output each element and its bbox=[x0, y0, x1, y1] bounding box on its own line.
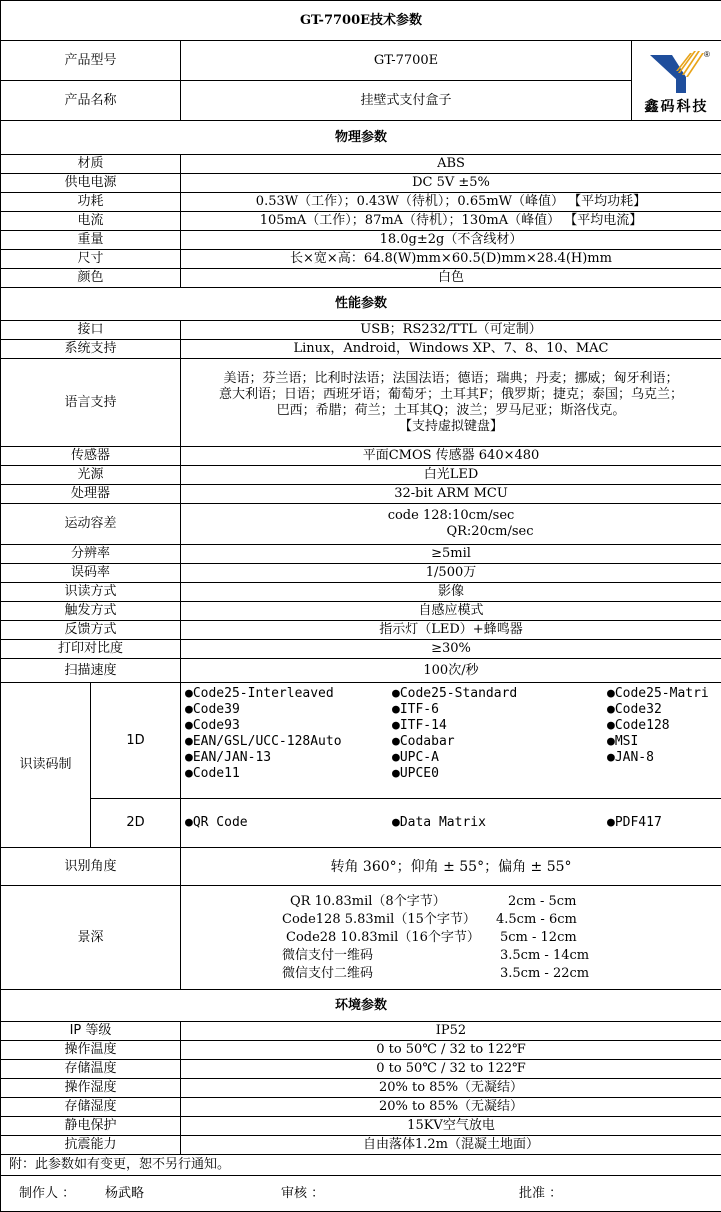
depth-code: Code28 10.83mil（16个字节） bbox=[266, 929, 496, 947]
language-line: 美语；芬兰语；比利时法语；法国法语；德语；瑞典；丹麦；挪威；匈牙利语； bbox=[181, 371, 721, 387]
row-value: 自由落体1.2m（混凝土地面） bbox=[181, 1136, 721, 1155]
motion-tolerance bbox=[181, 504, 721, 545]
approve-label: 批准 ： bbox=[519, 1186, 562, 1202]
depth-range: 3.5cm - 14cm bbox=[496, 947, 636, 965]
language-line: 【支持虚拟键盘】 bbox=[181, 419, 721, 435]
row-label: 光源 bbox=[1, 466, 181, 485]
code-item: ●PDF417 bbox=[607, 815, 717, 831]
row-label: 系统支持 bbox=[1, 340, 181, 359]
symbology-2d-list bbox=[181, 799, 721, 848]
product-name-value: 挂壁式支付盒子 bbox=[181, 81, 632, 121]
code-item: ●Code25-Standard bbox=[392, 686, 607, 702]
row-value: 平面CMOS 传感器 640×480 bbox=[181, 447, 721, 466]
row-value: 转角 360°；仰角 ± 55°；偏角 ± 55° bbox=[181, 848, 721, 886]
row-value: 105mA（工作）；87mA（待机）；130mA（峰值） 【平均电流】 bbox=[181, 212, 721, 231]
code-item: ●Code93 bbox=[185, 718, 392, 734]
language-line: 巴西；希腊；荷兰；土耳其Q；波兰；罗马尼亚；斯洛伐克。 bbox=[181, 403, 721, 419]
code-item: ●UPCE0 bbox=[392, 766, 607, 782]
document-title: GT-7700E技术参数 bbox=[1, 1, 721, 41]
depth-range: 4.5cm - 6cm bbox=[496, 911, 636, 929]
section-environment: 环境参数 bbox=[1, 990, 721, 1022]
row-label: 操作温度 bbox=[1, 1041, 181, 1060]
row-label: 扫描速度 bbox=[1, 659, 181, 683]
row-value: 指示灯（LED）+蜂鸣器 bbox=[181, 621, 721, 640]
code-item: ●ITF-6 bbox=[392, 702, 607, 718]
language-list bbox=[181, 359, 721, 447]
row-label: 运动容差 bbox=[1, 504, 181, 545]
row-label: 电流 bbox=[1, 212, 181, 231]
code-item: ●Code39 bbox=[185, 702, 392, 718]
row-value: ≥5mil bbox=[181, 545, 721, 564]
row-label: 识别角度 bbox=[1, 848, 181, 886]
depth-code: 微信支付二维码 bbox=[266, 965, 496, 983]
row-label: 静电保护 bbox=[1, 1117, 181, 1136]
row-value: 影像 bbox=[181, 583, 721, 602]
row-value: ≥30% bbox=[181, 640, 721, 659]
row-label: 存储湿度 bbox=[1, 1098, 181, 1117]
code-item bbox=[607, 766, 717, 782]
motion-line: code 128:10cm/sec bbox=[181, 508, 721, 524]
row-value: 0 to 50℃ / 32 to 122℉ bbox=[181, 1060, 721, 1079]
row-value: 白色 bbox=[181, 269, 721, 288]
row-label: 处理器 bbox=[1, 485, 181, 504]
row-value: 18.0g±2g（不含线材） bbox=[181, 231, 721, 250]
row-label: 材质 bbox=[1, 155, 181, 174]
row-label: 触发方式 bbox=[1, 602, 181, 621]
code-item: ●Codabar bbox=[392, 734, 607, 750]
row-label: 打印对比度 bbox=[1, 640, 181, 659]
row-label: 功耗 bbox=[1, 193, 181, 212]
company-logo bbox=[632, 41, 721, 121]
row-value: 20% to 85%（无凝结） bbox=[181, 1079, 721, 1098]
code-item: ●Code11 bbox=[185, 766, 392, 782]
row-value: 0 to 50℃ / 32 to 122℉ bbox=[181, 1041, 721, 1060]
depth-of-field bbox=[181, 886, 721, 990]
motion-line: QR:20cm/sec bbox=[181, 524, 721, 540]
row-label: 供电电源 bbox=[1, 174, 181, 193]
row-value: 32-bit ARM MCU bbox=[181, 485, 721, 504]
review-label: 审核 ： bbox=[281, 1186, 519, 1202]
product-name-label: 产品名称 bbox=[1, 81, 181, 121]
row-value: 20% to 85%（无凝结） bbox=[181, 1098, 721, 1117]
code-item: ●EAN/JAN-13 bbox=[185, 750, 392, 766]
code-item: ●QR Code bbox=[185, 815, 392, 831]
row-label: 颜色 bbox=[1, 269, 181, 288]
depth-range: 5cm - 12cm bbox=[496, 929, 636, 947]
maker-name: 杨武略 bbox=[105, 1186, 281, 1202]
row-label: 反馈方式 bbox=[1, 621, 181, 640]
code-item: ●Code25-Matri bbox=[607, 686, 717, 702]
symbology-1d-label: 1D bbox=[91, 683, 181, 799]
depth-code: QR 10.83mil（8个字节） bbox=[266, 893, 496, 911]
code-item: ●UPC-A bbox=[392, 750, 607, 766]
row-label: 识读方式 bbox=[1, 583, 181, 602]
row-value: 长×宽×高：64.8(W)mm×60.5(D)mm×28.4(H)mm bbox=[181, 250, 721, 269]
row-label: 尺寸 bbox=[1, 250, 181, 269]
section-physical: 物理参数 bbox=[1, 121, 721, 155]
row-value: 1/500万 bbox=[181, 564, 721, 583]
depth-range: 2cm - 5cm bbox=[496, 893, 636, 911]
row-label: 接口 bbox=[1, 321, 181, 340]
code-item: ●EAN/GSL/UCC-128Auto bbox=[185, 734, 392, 750]
row-value: 0.53W（工作）；0.43W（待机）；0.65mW（峰值） 【平均功耗】 bbox=[181, 193, 721, 212]
depth-code: Code128 5.83mil（15个字节） bbox=[266, 911, 496, 929]
row-label: IP 等级 bbox=[1, 1022, 181, 1041]
code-item: ●Code128 bbox=[607, 718, 717, 734]
row-label: 语言支持 bbox=[1, 359, 181, 447]
row-label: 操作湿度 bbox=[1, 1079, 181, 1098]
row-value: Linux，Android，Windows XP、7、8、10、MAC bbox=[181, 340, 721, 359]
model-label: 产品型号 bbox=[1, 41, 181, 81]
code-item: ●JAN-8 bbox=[607, 750, 717, 766]
code-item: ●MSI bbox=[607, 734, 717, 750]
code-item: ●ITF-14 bbox=[392, 718, 607, 734]
row-label: 景深 bbox=[1, 886, 181, 990]
row-value: 15KV空气放电 bbox=[181, 1117, 721, 1136]
maker-label: 制作人 ： bbox=[19, 1186, 105, 1202]
row-value: ABS bbox=[181, 155, 721, 174]
symbology-1d-list bbox=[181, 683, 721, 799]
code-item: ●Code32 bbox=[607, 702, 717, 718]
row-value: 100次/秒 bbox=[181, 659, 721, 683]
code-item: ●Data Matrix bbox=[392, 815, 607, 831]
footer-note: 附：此参数如有变更，恕不另行通知。 bbox=[1, 1155, 721, 1176]
signature-row bbox=[1, 1176, 721, 1212]
language-line: 意大利语；日语；西班牙语；葡萄牙；土耳其F；俄罗斯；捷克；泰国；乌克兰； bbox=[181, 387, 721, 403]
xinma-logo-icon bbox=[642, 47, 712, 97]
symbology-2d-label: 2D bbox=[91, 799, 181, 848]
model-value: GT-7700E bbox=[181, 41, 632, 81]
depth-code: 微信支付一维码 bbox=[266, 947, 496, 965]
symbology-label: 识读码制 bbox=[1, 683, 91, 848]
row-label: 抗震能力 bbox=[1, 1136, 181, 1155]
logo-text: 鑫码科技 bbox=[645, 99, 709, 115]
row-value: 白光LED bbox=[181, 466, 721, 485]
row-label: 重量 bbox=[1, 231, 181, 250]
row-label: 误码率 bbox=[1, 564, 181, 583]
row-value: IP52 bbox=[181, 1022, 721, 1041]
svg-text:®: ® bbox=[704, 50, 710, 59]
code-item: ●Code25-Interleaved bbox=[185, 686, 392, 702]
row-label: 传感器 bbox=[1, 447, 181, 466]
row-label: 分辨率 bbox=[1, 545, 181, 564]
row-value: USB；RS232/TTL（可定制） bbox=[181, 321, 721, 340]
depth-range: 3.5cm - 22cm bbox=[496, 965, 636, 983]
row-value: 自感应模式 bbox=[181, 602, 721, 621]
row-value: DC 5V ±5% bbox=[181, 174, 721, 193]
section-performance: 性能参数 bbox=[1, 288, 721, 321]
row-label: 存储温度 bbox=[1, 1060, 181, 1079]
